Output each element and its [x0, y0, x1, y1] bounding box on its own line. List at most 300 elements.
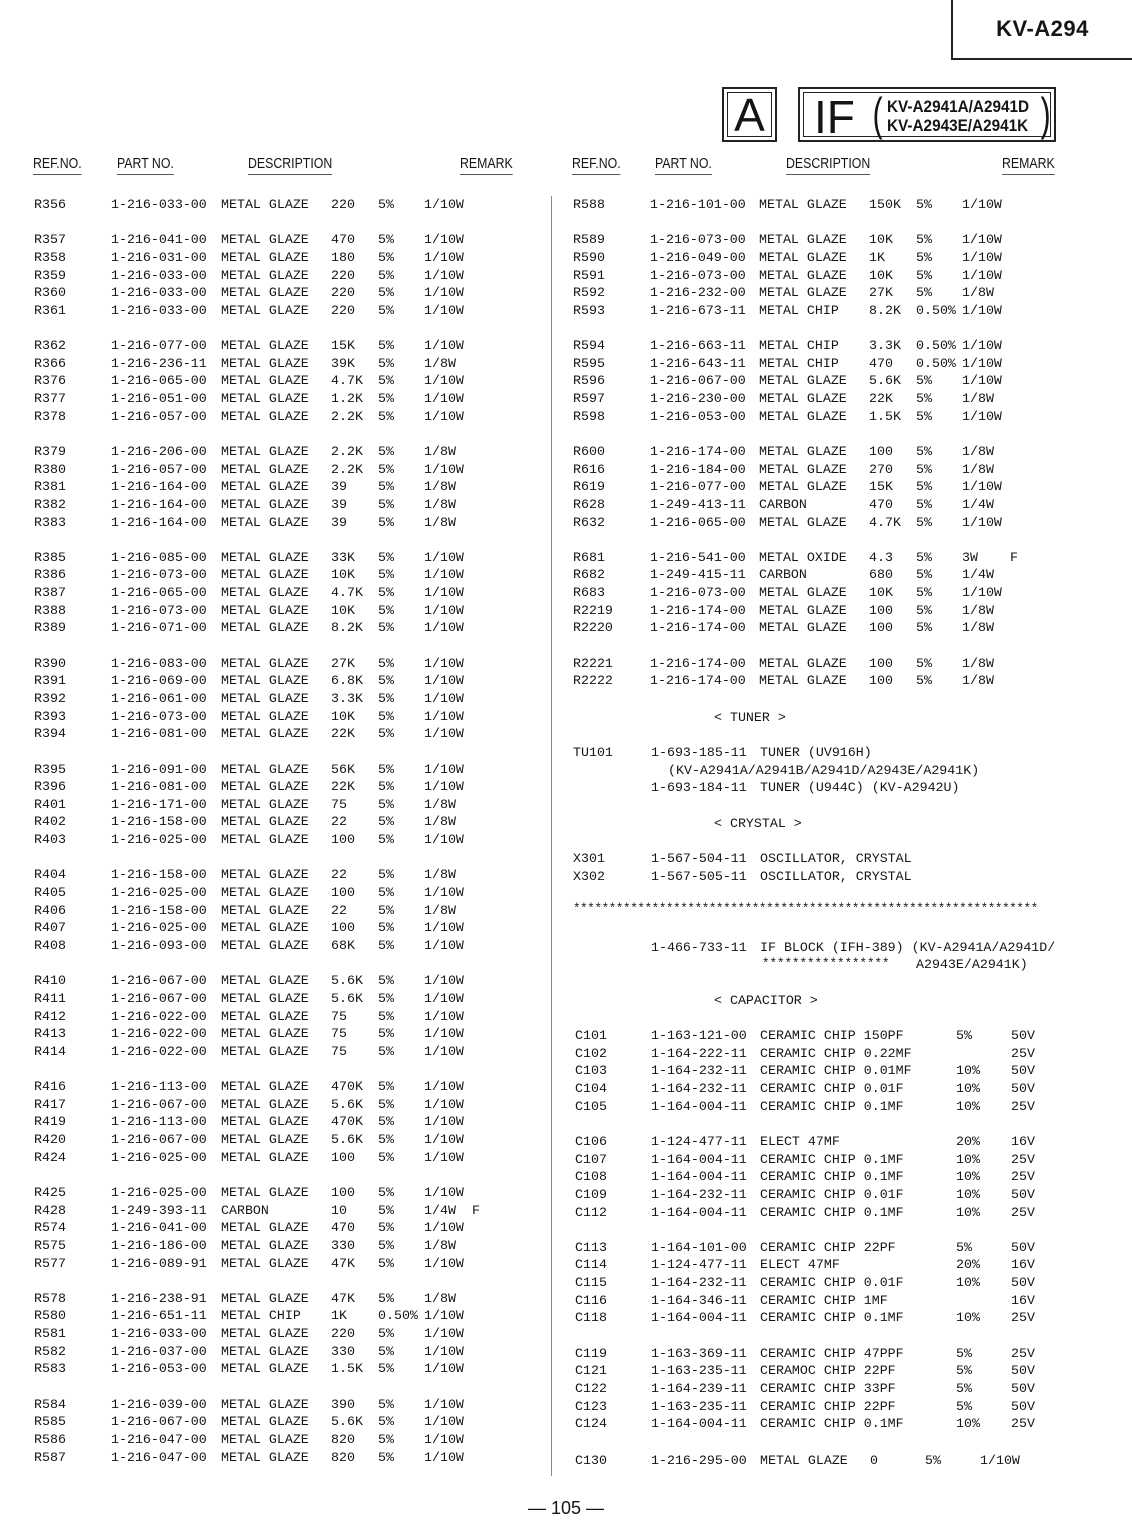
tolerance: 5%: [378, 673, 394, 689]
table-row: [0, 585, 1132, 603]
tolerance: 5%: [378, 1237, 394, 1253]
rating: 1/10W: [424, 885, 464, 900]
description: METAL GLAZE: [221, 1079, 309, 1094]
description: CERAMIC CHIP 150PF: [760, 1028, 904, 1043]
ref-no: C115: [575, 1275, 607, 1290]
description: METAL GLAZE: [221, 602, 309, 618]
description: METAL GLAZE: [759, 461, 847, 477]
rating: 1/10W: [424, 1132, 464, 1147]
description: CERAMIC CHIP 0.1MF: [760, 1169, 904, 1185]
part-no: 1-216-051-00: [111, 391, 207, 406]
description: METAL GLAZE: [221, 726, 309, 742]
part-no: 1-249-413-11: [650, 496, 746, 512]
ref-no: R619: [573, 479, 605, 495]
rating: 1/10W: [424, 1343, 464, 1359]
rating: 25V: [1011, 1416, 1035, 1432]
value: 330: [331, 1237, 355, 1253]
value: 4.7K: [331, 373, 363, 389]
table-row: [0, 1432, 1132, 1450]
value: 470: [331, 1220, 355, 1236]
table-row: [0, 1416, 1132, 1434]
header-desc-right: DESCRIPTION: [786, 156, 870, 175]
rating: 1/10W: [962, 232, 1002, 248]
description: METAL CHIP: [759, 338, 839, 354]
ref-no: C116: [575, 1292, 607, 1308]
table-row: [0, 1326, 1132, 1344]
tolerance: 5%: [916, 514, 932, 530]
rating: 1/10W: [424, 690, 464, 706]
rating: 16V: [1011, 1292, 1035, 1308]
value: 5.6K: [331, 1096, 363, 1112]
part-no: 1-216-164-00: [111, 514, 207, 530]
description: METAL GLAZE: [221, 1326, 309, 1342]
tolerance: 0.50%: [916, 355, 956, 371]
tolerance: 5%: [378, 690, 394, 706]
tolerance: 10%: [956, 1151, 980, 1167]
ref-no: R591: [573, 267, 605, 283]
table-row: [0, 373, 1132, 391]
table-row: [0, 797, 1132, 815]
value: 470K: [331, 1114, 363, 1130]
description: CERAMIC CHIP 47PPF: [760, 1345, 904, 1361]
tolerance: 5%: [956, 1380, 972, 1396]
rating: 1/10W: [962, 479, 1002, 495]
tolerance: 5%: [378, 796, 394, 812]
part-no: 1-216-025-00: [111, 832, 207, 848]
value: 470: [869, 496, 893, 512]
description: METAL GLAZE: [221, 1396, 309, 1412]
part-no: 1-164-004-11: [651, 1204, 747, 1220]
tolerance: 5%: [378, 285, 394, 301]
description: METAL GLAZE: [221, 1431, 309, 1447]
section-title-box: [798, 87, 1056, 142]
tolerance: 5%: [378, 973, 394, 989]
ref-no: C119: [575, 1345, 607, 1361]
rating: 50V: [1011, 1380, 1035, 1396]
table-row: [0, 1363, 1132, 1381]
table-row: [0, 232, 1132, 250]
rating: 1/10W: [424, 567, 464, 583]
tolerance: 5%: [916, 197, 932, 212]
rating: 1/10W: [424, 1308, 464, 1324]
description: CERAMIC CHIP 0.01MF: [760, 1063, 912, 1079]
ref-no: R594: [573, 338, 605, 354]
ref-no: R681: [573, 549, 605, 565]
rating: 25V: [1011, 1169, 1035, 1185]
rating: 1/10W: [980, 1453, 1020, 1468]
capacitor-heading: < CAPACITOR >: [714, 993, 818, 1008]
value: 3.3K: [869, 338, 901, 354]
part-no: 1-216-073-00: [650, 267, 746, 283]
part-no: 1-163-369-11: [651, 1345, 747, 1361]
table-row: [0, 832, 1132, 850]
part-no: 1-216-073-00: [111, 602, 207, 618]
table-row: [0, 1310, 1132, 1328]
tolerance: 5%: [956, 1398, 972, 1414]
tolerance: 5%: [378, 267, 394, 283]
description: CERAMIC CHIP 0.1MF: [760, 1151, 904, 1167]
description: METAL GLAZE: [759, 285, 847, 301]
rating: 1/10W: [424, 1184, 464, 1200]
description: METAL GLAZE: [221, 708, 309, 724]
value: 39: [331, 496, 347, 512]
description: METAL GLAZE: [221, 1096, 309, 1112]
part-no: 1-216-067-00: [650, 373, 746, 389]
tolerance: 5%: [378, 197, 394, 212]
description: METAL GLAZE: [221, 620, 309, 636]
ref-no: R394: [34, 726, 66, 742]
value: 470K: [331, 1079, 363, 1094]
value: 150K: [869, 197, 901, 212]
rating: 25V: [1011, 1098, 1035, 1114]
ref-no: R411: [34, 990, 66, 1006]
table-row: [0, 920, 1132, 938]
rating: 1/10W: [424, 285, 464, 301]
rating: 16V: [1011, 1257, 1035, 1273]
table-row: [0, 779, 1132, 797]
part-no: 1-216-047-00: [111, 1449, 207, 1465]
tolerance: 5%: [378, 514, 394, 530]
part-no: 1-216-174-00: [650, 620, 746, 636]
tolerance: 5%: [378, 1184, 394, 1200]
description: METAL GLAZE: [221, 690, 309, 706]
rating: 3W: [962, 549, 978, 565]
tolerance: 5%: [378, 779, 394, 795]
table-row: [0, 338, 1132, 356]
rating: 1/10W: [424, 1396, 464, 1412]
ref-no: C105: [575, 1098, 607, 1114]
tolerance: 5%: [378, 1202, 394, 1218]
tuner-heading: < TUNER >: [714, 710, 786, 725]
rating: 1/10W: [424, 1255, 464, 1271]
description: METAL GLAZE: [221, 1184, 309, 1200]
part-no: 1-216-541-00: [650, 549, 746, 565]
value: 22: [331, 902, 347, 918]
rating: 25V: [1011, 1151, 1035, 1167]
part-no: 1-163-121-00: [651, 1028, 747, 1043]
ref-no: R597: [573, 391, 605, 406]
ref-no: R395: [34, 761, 66, 777]
tolerance: 5%: [378, 567, 394, 583]
description: METAL GLAZE: [221, 408, 309, 424]
ref-no: R590: [573, 249, 605, 265]
rating: 1/10W: [424, 1096, 464, 1112]
rating: 50V: [1011, 1028, 1035, 1043]
value: 27K: [331, 655, 355, 671]
remark: F: [472, 1202, 480, 1218]
value: 10K: [869, 232, 893, 248]
ref-no: R396: [34, 779, 66, 795]
part-no: 1-216-047-00: [111, 1431, 207, 1447]
description: METAL GLAZE: [221, 1132, 309, 1147]
description: CERAMIC CHIP 0.1MF: [760, 1098, 904, 1114]
description: METAL GLAZE: [221, 1414, 309, 1430]
table-row: [0, 1453, 1132, 1471]
ref-no: R585: [34, 1414, 66, 1430]
tolerance: 5%: [378, 408, 394, 424]
tolerance: 5%: [916, 408, 932, 424]
part-no: 1-216-663-11: [650, 338, 746, 354]
description: METAL GLAZE: [221, 920, 309, 936]
rating: 50V: [1011, 1063, 1035, 1079]
description: METAL GLAZE: [759, 391, 847, 406]
description: CERAMIC CHIP 22PF: [760, 1239, 896, 1255]
rating: 1/10W: [424, 267, 464, 283]
ref-no: C102: [575, 1045, 607, 1061]
description: METAL GLAZE: [221, 673, 309, 689]
table-row: [0, 1043, 1132, 1064]
tuner-ref: TU101: [573, 745, 613, 760]
tolerance: 5%: [378, 1008, 394, 1024]
ref-no: R406: [34, 902, 66, 918]
ref-no: R575: [34, 1237, 66, 1253]
value: 75: [331, 1008, 347, 1024]
part-no: 1-216-053-00: [650, 408, 746, 424]
description: METAL GLAZE: [759, 408, 847, 424]
ref-no: R413: [34, 1026, 66, 1042]
part-no: 1-164-222-11: [651, 1045, 747, 1061]
ref-no: R595: [573, 355, 605, 371]
tolerance: 5%: [378, 761, 394, 777]
ref-no: C107: [575, 1151, 607, 1167]
description: METAL GLAZE: [759, 267, 847, 283]
description: METAL GLAZE: [759, 514, 847, 530]
rating: 25V: [1011, 1045, 1035, 1061]
value: 47K: [331, 1290, 355, 1306]
part-no: 1-216-033-00: [111, 197, 207, 212]
tolerance: 5%: [916, 391, 932, 406]
value: 2.2K: [331, 443, 363, 459]
value: 5.6K: [331, 973, 363, 989]
ref-no: R2220: [573, 620, 613, 636]
tolerance: 5%: [916, 655, 932, 671]
ref-no: R589: [573, 232, 605, 248]
ref-no: R387: [34, 585, 66, 601]
description: CARBON: [759, 567, 807, 583]
table-row: [0, 991, 1132, 1009]
part-no: 1-216-174-00: [650, 602, 746, 618]
crystal-desc: OSCILLATOR, CRYSTAL: [760, 869, 912, 884]
part-no: 1-216-061-00: [111, 690, 207, 706]
value: 10K: [869, 585, 893, 601]
description: METAL GLAZE: [221, 479, 309, 495]
tolerance: 5%: [378, 937, 394, 953]
part-no: 1-216-033-00: [111, 267, 207, 283]
description: METAL GLAZE: [221, 937, 309, 953]
rating: 1/10W: [424, 302, 464, 318]
table-row: [0, 656, 1132, 674]
tolerance: 5%: [916, 673, 932, 689]
value: 10K: [331, 567, 355, 583]
tolerance: 5%: [956, 1363, 972, 1379]
table-row: [0, 973, 1132, 991]
tolerance: 5%: [378, 232, 394, 248]
ref-no: R416: [34, 1079, 66, 1094]
tolerance: 5%: [378, 496, 394, 512]
part-no: 1-216-101-00: [650, 197, 746, 212]
rating: 1/10W: [424, 920, 464, 936]
value: 0: [870, 1453, 878, 1468]
table-row: [0, 285, 1132, 303]
description: METAL GLAZE: [221, 373, 309, 389]
tolerance: 5%: [378, 1079, 394, 1094]
value: 22K: [869, 391, 893, 406]
header-ref-left: REF.NO.: [33, 156, 82, 175]
description: METAL GLAZE: [759, 373, 847, 389]
part-no: 1-216-206-00: [111, 443, 207, 459]
tolerance: 5%: [378, 990, 394, 1006]
value: 220: [331, 197, 355, 212]
value: 15K: [869, 479, 893, 495]
rating: 1/8W: [424, 496, 456, 512]
ref-no: R587: [34, 1449, 66, 1465]
part-no: 1-216-238-91: [111, 1290, 207, 1306]
value: 100: [869, 443, 893, 459]
rating: 1/10W: [424, 602, 464, 618]
tolerance: 5%: [916, 585, 932, 601]
value: 180: [331, 249, 355, 265]
tolerance: 10%: [956, 1275, 980, 1290]
part-no: 1-216-081-00: [111, 779, 207, 795]
rating: 1/10W: [962, 267, 1002, 283]
description: METAL GLAZE: [221, 249, 309, 265]
value: 100: [331, 832, 355, 848]
tolerance: 5%: [378, 708, 394, 724]
ref-no: C124: [575, 1416, 607, 1432]
ref-no: R356: [34, 197, 66, 212]
value: 1.5K: [331, 1361, 363, 1377]
part-no: 1-216-067-00: [111, 973, 207, 989]
tolerance: 10%: [956, 1186, 980, 1202]
rating: 1/10W: [424, 937, 464, 953]
rating: 1/4W: [962, 567, 994, 583]
description: METAL GLAZE: [221, 655, 309, 671]
rating: 1/8W: [424, 443, 456, 459]
part-no: 1-164-004-11: [651, 1169, 747, 1185]
table-row: [0, 1202, 1132, 1223]
table-row: [0, 250, 1132, 268]
description: CERAMIC CHIP 0.22MF: [760, 1045, 912, 1061]
rating: 1/10W: [962, 355, 1002, 371]
tolerance: 5%: [378, 1396, 394, 1412]
description: METAL GLAZE: [759, 673, 847, 689]
part-no: 1-216-071-00: [111, 620, 207, 636]
rating: 1/8W: [424, 796, 456, 812]
tolerance: 20%: [956, 1133, 980, 1149]
model-number: KV-A294: [951, 0, 1132, 60]
table-row: [0, 1184, 1132, 1205]
rating: 1/8W: [424, 902, 456, 918]
rating: 16V: [1011, 1133, 1035, 1149]
part-no: 1-216-067-00: [111, 990, 207, 1006]
part-no: 1-216-073-00: [650, 585, 746, 601]
part-no: 1-216-164-00: [111, 479, 207, 495]
tolerance: 5%: [378, 1096, 394, 1112]
section-models-line1: KV-A2941A/A2941D: [887, 97, 1030, 116]
rating: 1/10W: [424, 832, 464, 848]
ref-no: R402: [34, 814, 66, 830]
rating: 1/8W: [424, 514, 456, 530]
rating: 1/8W: [962, 620, 994, 636]
part-no: 1-216-031-00: [111, 249, 207, 265]
ref-no: R366: [34, 355, 66, 371]
if-block-part: 1-466-733-11: [651, 940, 747, 955]
table-row: [0, 1114, 1132, 1132]
part-no: 1-216-065-00: [111, 585, 207, 601]
table-row: [0, 1257, 1132, 1275]
rating: 1/10W: [424, 779, 464, 795]
ref-no: R593: [573, 302, 605, 318]
table-row: [0, 726, 1132, 744]
rating: 1/8W: [962, 673, 994, 689]
ref-no: C103: [575, 1063, 607, 1079]
ref-no: C104: [575, 1081, 607, 1096]
ref-no: R2221: [573, 655, 613, 671]
description: CARBON: [759, 496, 807, 512]
description: ELECT 47MF: [760, 1133, 840, 1149]
ref-no: R407: [34, 920, 66, 936]
part-no: 1-216-643-11: [650, 355, 746, 371]
rating: 1/4W: [424, 1202, 456, 1218]
part-no: 1-164-346-11: [651, 1292, 747, 1308]
part-no: 1-216-049-00: [650, 249, 746, 265]
value: 100: [331, 1184, 355, 1200]
value: 56K: [331, 761, 355, 777]
part-no: 1-216-184-00: [650, 461, 746, 477]
rating: 1/8W: [424, 814, 456, 830]
value: 100: [331, 885, 355, 900]
description: METAL GLAZE: [221, 391, 309, 406]
rating: 1/10W: [424, 249, 464, 265]
rating: 50V: [1011, 1398, 1035, 1414]
value: 75: [331, 1043, 347, 1059]
description: METAL GLAZE: [221, 1255, 309, 1271]
ref-no: R2222: [573, 673, 613, 689]
tolerance: 5%: [378, 832, 394, 848]
rating: 1/8W: [424, 867, 456, 883]
part-no: 1-216-295-00: [651, 1453, 747, 1468]
tolerance: 0.50%: [378, 1308, 418, 1324]
part-no: 1-164-004-11: [651, 1098, 747, 1114]
part-no: 1-216-093-00: [111, 937, 207, 953]
rating: 50V: [1011, 1363, 1035, 1379]
rating: 50V: [1011, 1275, 1035, 1290]
tolerance: 5%: [378, 1220, 394, 1236]
ref-no: R358: [34, 249, 66, 265]
ref-no: R390: [34, 655, 66, 671]
value: 5.6K: [331, 990, 363, 1006]
tolerance: 5%: [378, 479, 394, 495]
description: CERAMIC CHIP 0.1MF: [760, 1310, 904, 1326]
tolerance: 5%: [916, 496, 932, 512]
value: 22K: [331, 726, 355, 742]
ref-no: R424: [34, 1149, 66, 1165]
part-no: 1-216-022-00: [111, 1026, 207, 1042]
part-no: 1-216-174-00: [650, 655, 746, 671]
rating: 25V: [1011, 1310, 1035, 1326]
tolerance: 5%: [378, 655, 394, 671]
ref-no: R379: [34, 443, 66, 459]
ref-no: R392: [34, 690, 66, 706]
rating: 1/10W: [424, 1114, 464, 1130]
tolerance: 5%: [378, 902, 394, 918]
table-row: [0, 1149, 1132, 1170]
description: METAL GLAZE: [221, 1220, 309, 1236]
ref-no: R381: [34, 479, 66, 495]
ref-no: R583: [34, 1361, 66, 1377]
value: 2.2K: [331, 408, 363, 424]
description: METAL GLAZE: [759, 232, 847, 248]
